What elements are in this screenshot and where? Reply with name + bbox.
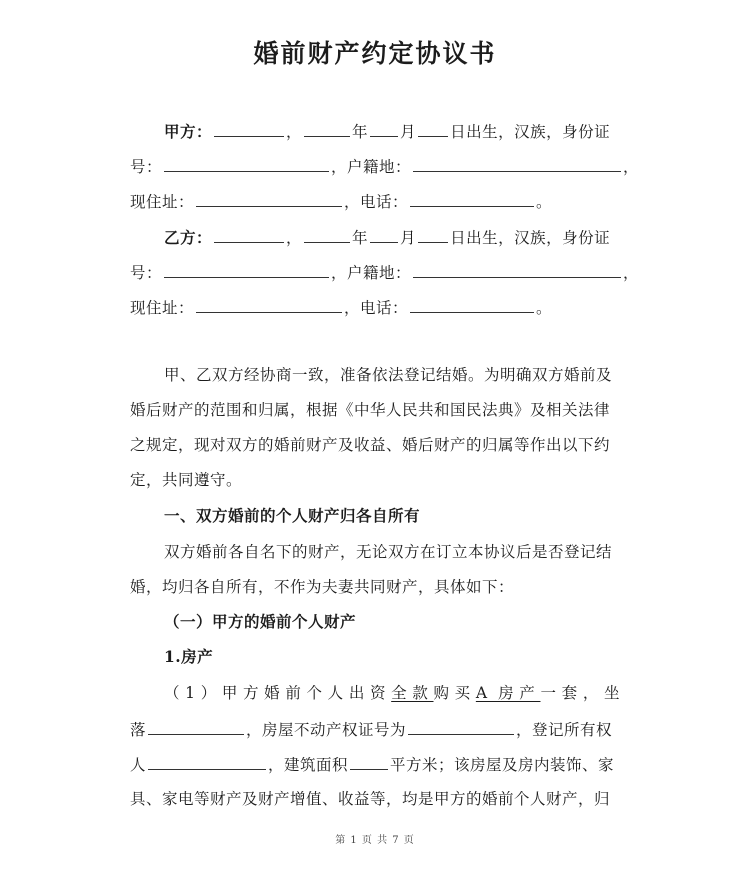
subsection-1-heading: （一）甲方的婚前个人财产 [164,612,357,631]
cert-label: ，房屋不动产权证号为 [246,721,407,739]
full-payment-text: 全款 [391,684,434,702]
house-text: A 房产 [475,684,541,702]
clause-1-line-4: 具、家电等财产及财产增值、收益等，均是甲方的婚前个人财产，归 [130,790,611,808]
residence-label: ，户籍地： [331,264,412,282]
buy-text: 购买 [433,684,476,702]
clause-prefix: （1）甲方婚前个人出资 [164,684,392,702]
party-a-line-1 [164,118,610,142]
comma: ， [286,123,303,141]
party-b-line-2 [130,259,639,283]
party-b-id-blank [164,259,329,278]
party-a-residence-blank [413,153,621,172]
document-title: 婚前财产约定协议书 [253,39,497,68]
month-label: 月 [400,229,417,247]
party-b-line-1 [164,224,610,248]
intro-line-4: 定，共同遵守。 [130,471,243,489]
party-b-phone-blank [410,294,534,313]
comma: ， [623,264,640,282]
person-text: 人 [130,756,147,774]
party-a-year-blank [304,118,350,137]
party-a-id-blank [164,153,329,172]
year-label: 年 [352,229,369,247]
address-label: 现住址： [130,193,195,211]
party-a-label: 甲方： [164,122,213,141]
party-a-name-blank [214,118,284,137]
located-text: 落 [130,721,147,739]
party-b-year-blank [304,224,350,243]
intro-line-3: 之规定，现对双方的婚前财产及收益、婚后财产的归属等作出以下约 [130,436,611,454]
party-a-line-3 [130,188,552,212]
comma: ， [286,229,303,247]
clause-1-line-1 [164,681,620,705]
residence-label: ，户籍地： [331,158,412,176]
area-blank [350,751,388,770]
phone-label: ，电话： [344,299,409,317]
party-a-month-blank [370,118,398,137]
party-a-address-blank [196,188,342,207]
born-text: 日出生，汉族，身份证 [450,229,611,247]
item-1-heading: 1.房产 [164,647,214,666]
section-1-para-line-2: 婚，均归各自所有，不作为夫妻共同财产，具体如下： [130,578,515,596]
area-label: ，建筑面积 [268,756,349,774]
owner-blank [148,751,266,770]
party-a-line-2 [130,153,639,177]
comma: ， [623,158,640,176]
phone-label: ，电话： [344,193,409,211]
page-footer: 第 1 页 共 7 页 [335,835,415,846]
month-label: 月 [400,123,417,141]
intro-line-2: 婚后财产的范围和归属，根据《中华人民共和国民法典》及相关法律 [130,401,611,419]
location-blank [148,716,244,735]
year-label: 年 [352,123,369,141]
party-b-month-blank [370,224,398,243]
born-text: 日出生，汉族，身份证 [450,123,611,141]
clause-1-line-3 [130,751,614,775]
clause-1-line-2 [130,716,612,740]
party-a-day-blank [418,118,448,137]
registered-text: ，登记所有权 [516,721,613,739]
address-label: 现住址： [130,299,195,317]
period: 。 [536,299,553,317]
party-b-day-blank [418,224,448,243]
section-1-para-line-1: 双方婚前各自名下的财产，无论双方在订立本协议后是否登记结 [164,543,613,561]
party-b-name-blank [214,224,284,243]
period: 。 [536,193,553,211]
party-b-residence-blank [413,259,621,278]
party-a-phone-blank [410,188,534,207]
one-unit-text: 一套，坐 [540,684,620,702]
id-prefix: 号： [130,264,163,282]
intro-line-1: 甲、乙双方经协商一致，准备依法登记结婚。为明确双方婚前及 [164,366,613,384]
section-1-heading: 一、双方婚前的个人财产归各自所有 [164,506,421,525]
party-b-address-blank [196,294,342,313]
area-unit-text: 平方米；该房屋及房内装饰、家 [390,756,615,774]
cert-blank [408,716,514,735]
id-prefix: 号： [130,158,163,176]
party-b-label: 乙方： [164,228,213,247]
party-b-line-3 [130,294,552,318]
